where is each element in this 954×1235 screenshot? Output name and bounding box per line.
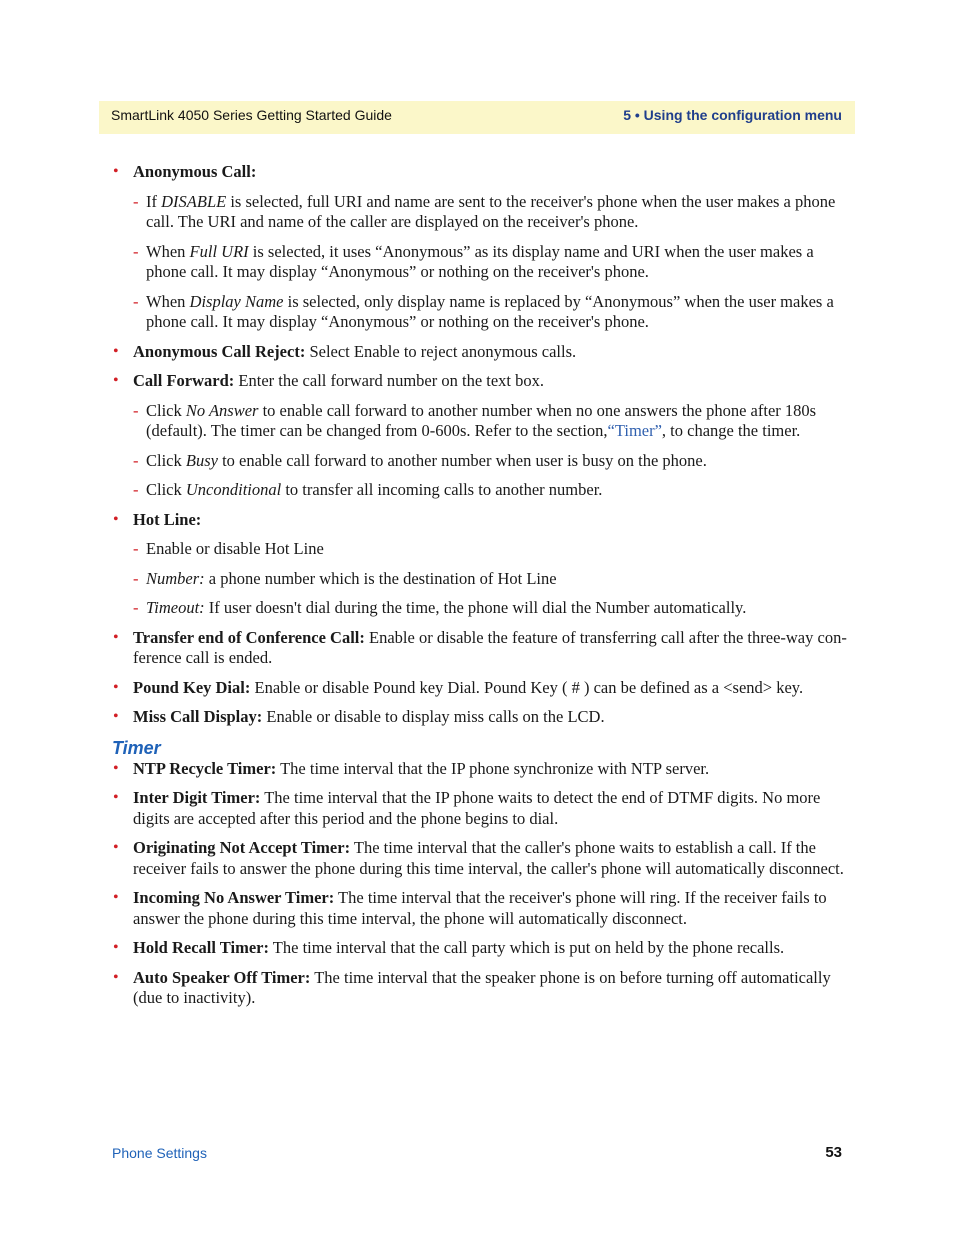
sub-text: a phone number which is the destination of Hot Line	[204, 568, 557, 588]
bullet-marker: •	[113, 372, 119, 389]
page-header	[99, 101, 855, 134]
bullet-call-forward	[112, 371, 847, 392]
bullet-marker: •	[113, 678, 119, 696]
bullet-marker: •	[113, 510, 119, 528]
bullet-marker: •	[113, 708, 119, 725]
item-text: The time interval that the call party which is put on held by the phone recalls.	[268, 938, 785, 957]
dash-marker: -	[133, 191, 139, 211]
sub-emphasis: Timeout:	[146, 598, 205, 617]
sub-item-full-uri	[112, 242, 847, 283]
sub-emphasis: DISABLE	[161, 191, 227, 211]
dash-marker: -	[133, 450, 139, 470]
item-label: Hot Line:	[133, 509, 202, 529]
bullet-incoming-no-answer-timer	[112, 888, 847, 929]
bullet-hold-recall-timer	[112, 938, 847, 959]
bullet-inter-digit-timer	[112, 788, 847, 829]
dash-marker: -	[133, 598, 139, 617]
bullet-marker: •	[113, 889, 119, 906]
item-text: The time interval that the IP phone synchronize with NTP server.	[276, 758, 710, 778]
item-label: NTP Recycle Timer:	[133, 758, 277, 778]
item-label: Transfer end of Conference Call:	[133, 627, 365, 647]
sub-item-hot-line-timeout	[112, 598, 847, 619]
sub-emphasis: No Answer	[185, 400, 259, 420]
bullet-marker: •	[113, 789, 119, 806]
bullet-marker: •	[113, 628, 119, 646]
sub-item-disable	[112, 192, 847, 233]
bullet-anonymous-call-reject	[112, 342, 847, 363]
item-text: The time interval that the speaker phone is on before turning off automatically (due to inactivity).	[133, 967, 831, 1007]
sub-text: Click	[146, 450, 186, 470]
dash-marker: -	[133, 480, 139, 499]
sub-item-unconditional	[112, 480, 847, 501]
item-text: Enable or disable the feature of transferring call after the three-way con-ference call is ended.	[133, 627, 847, 667]
sub-text: If user doesn't dial during the time, the phone will dial the Number automatically.	[204, 598, 747, 617]
dash-marker: -	[133, 568, 139, 588]
timer-link[interactable]: “Timer”	[607, 421, 662, 440]
page-body	[112, 162, 847, 1018]
sub-emphasis: Number:	[146, 568, 205, 588]
item-label: Incoming No Answer Timer:	[133, 888, 335, 907]
bullet-transfer-conference	[112, 628, 847, 669]
sub-emphasis: Full URI	[189, 241, 249, 261]
bullet-anonymous-call	[112, 162, 847, 183]
item-text: The time interval that the receiver's phone will ring. If the receiver fails to answer the phone during this time interval, the phone will automatically disconnect.	[133, 888, 827, 928]
bullet-pound-key-dial	[112, 678, 847, 699]
dash-marker: -	[133, 241, 139, 261]
item-label: Pound Key Dial:	[133, 677, 251, 697]
sub-text: , to change the timer.	[661, 421, 801, 440]
sub-emphasis: Display Name	[189, 291, 284, 311]
item-label: Inter Digit Timer:	[133, 788, 261, 807]
bullet-miss-call-display	[112, 707, 847, 728]
dash-marker: -	[133, 539, 139, 558]
bullet-marker: •	[113, 759, 119, 777]
item-text: Enable or disable to display miss calls on the LCD.	[262, 707, 605, 726]
bullet-marker: •	[113, 839, 119, 856]
sub-text: If	[146, 191, 162, 211]
bullet-marker: •	[113, 968, 119, 986]
bullet-marker: •	[113, 342, 119, 360]
sub-item-hot-line-number	[112, 569, 847, 590]
sub-text: is selected, it uses “Anonymous” as its display name and URI when the user makes a phone call. It may display “Anonymous” or nothing on the receiver's phone.	[146, 241, 814, 281]
section-heading-timer: Timer	[112, 737, 161, 758]
sub-text: When	[146, 291, 190, 311]
sub-text: Click	[146, 400, 186, 420]
sub-text: Enable or disable Hot Line	[146, 539, 324, 558]
item-text: Enter the call forward number on the text box.	[234, 371, 545, 390]
sub-text: Click	[146, 480, 186, 499]
item-text: The time interval that the IP phone waits to detect the end of DTMF digits. No more digits are accepted after this period and the phone begins to dial.	[133, 788, 821, 828]
bullet-marker: •	[113, 939, 119, 956]
sub-item-busy	[112, 451, 847, 472]
dash-marker: -	[133, 291, 139, 311]
item-label: Auto Speaker Off Timer:	[133, 967, 311, 987]
page-number: 53	[825, 1144, 842, 1161]
item-text: The time interval that the caller's phone waits to establish a call. If the receiver fails to answer the phone during this time interval, the caller's phone will automatically disconnect.	[133, 838, 844, 878]
sub-text: When	[146, 241, 190, 261]
bullet-marker: •	[113, 163, 119, 180]
sub-item-no-answer	[112, 401, 847, 442]
item-label: Originating Not Accept Timer:	[133, 838, 351, 857]
item-label: Miss Call Display:	[133, 707, 263, 726]
sub-item-hot-line-toggle	[112, 539, 847, 560]
chapter-title: 5 • Using the configuration menu	[623, 107, 842, 123]
item-text: Select Enable to reject anonymous calls.	[305, 341, 577, 361]
sub-text: is selected, full URI and name are sent to the receiver's phone when the user makes a phone call. The URI and name of the caller are displayed on the receiver's phone.	[146, 191, 836, 231]
sub-item-display-name	[112, 292, 847, 333]
sub-emphasis: Busy	[185, 450, 218, 470]
item-label: Call Forward:	[133, 371, 235, 390]
dash-marker: -	[133, 400, 139, 420]
bullet-ntp-recycle-timer	[112, 759, 847, 780]
item-text: Enable or disable Pound key Dial. Pound Key ( # ) can be defined as a <send> key.	[250, 677, 804, 697]
item-label: Hold Recall Timer:	[133, 938, 269, 957]
footer-section-name: Phone Settings	[112, 1145, 207, 1161]
sub-emphasis: Unconditional	[185, 480, 282, 499]
guide-title: SmartLink 4050 Series Getting Started Guide	[111, 107, 392, 123]
item-label: Anonymous Call Reject:	[133, 341, 306, 361]
bullet-hot-line	[112, 510, 847, 531]
bullet-originating-not-accept-timer	[112, 838, 847, 879]
sub-text: to transfer all incoming calls to another number.	[281, 480, 603, 499]
sub-text: to enable call forward to another number when user is busy on the phone.	[217, 450, 707, 470]
sub-text: to enable call forward to another number when no one answers the phone after 180s (default). The timer can be changed from 0-600s. Refer to the section,	[146, 400, 817, 440]
bullet-auto-speaker-off-timer	[112, 968, 847, 1009]
item-label: Anonymous Call:	[133, 162, 257, 181]
sub-text: is selected, only display name is replaced by “Anonymous” when the user makes a phone call. It may display “Anonymous” or nothing on the receiver's phone.	[146, 291, 834, 331]
